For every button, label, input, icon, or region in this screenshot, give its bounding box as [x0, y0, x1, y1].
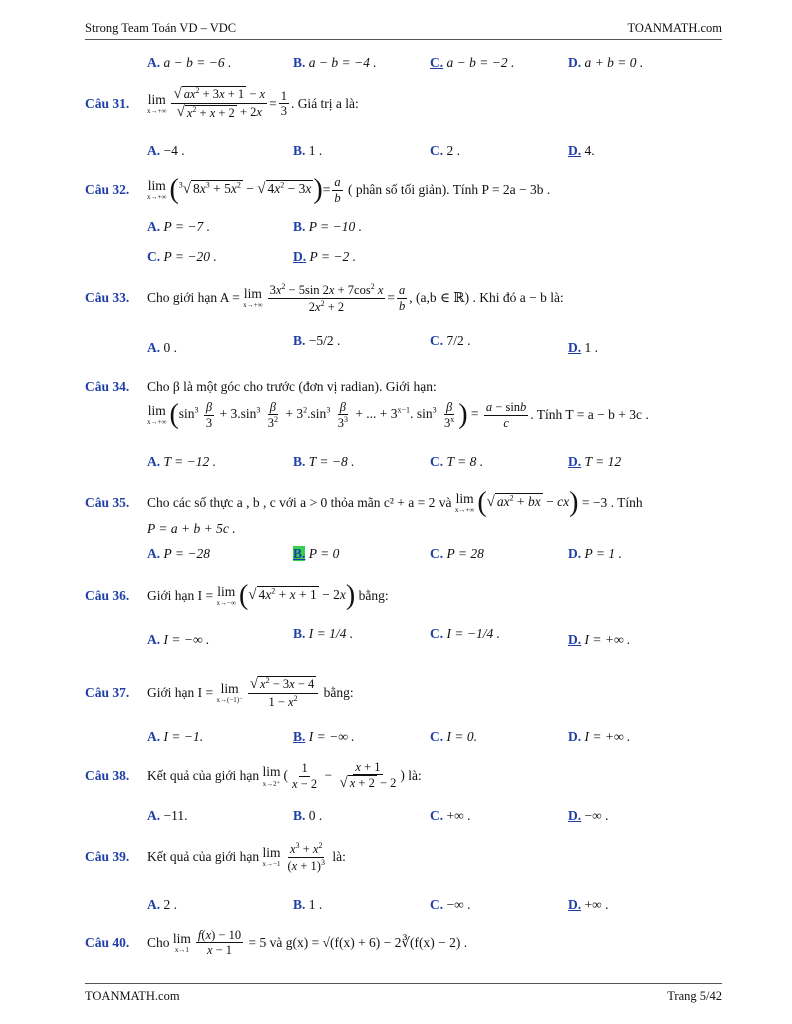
question-text: là: — [332, 849, 346, 865]
q32-option-c[interactable]: C. P = −20 . — [147, 249, 217, 264]
question-prefix: Cho giới hạn A = — [147, 290, 240, 306]
q31-option-c[interactable]: C. 2 . — [430, 143, 460, 158]
question-label: Câu 39. — [85, 849, 130, 865]
q34-option-b[interactable]: B. T = −8 . — [293, 454, 355, 469]
question-32: Câu 32. lim x→+∞ ($^3$√ $8x^3 + 5x^2$ − √ $4x^2 - 3x$) = $\frac{a}{b}$ ( phân số tối giản). Tính P = 2a − 3b . — [85, 174, 551, 205]
limit-symbol: lim x→+∞ — [147, 402, 167, 427]
question-31: Câu 31. lim x→+∞ $\frac{√ ax^2 + 3x + 1 - x}{√ x^2 + x + 2 + 2x}$ = $\frac{1}{3}$ . Giá trị a là: — [85, 86, 359, 121]
formula: $\frac{f(x) - 10}{x - 1}$ — [197, 928, 242, 958]
question-label: Câu 40. — [85, 934, 130, 950]
limit-symbol: lim x→1 — [172, 930, 191, 955]
q37-option-c[interactable]: C. I = 0. — [430, 729, 477, 744]
question-36 — [85, 580, 722, 612]
question-prefix: Cho — [147, 934, 170, 950]
q36-option-d[interactable]: D. I = +∞ . — [568, 632, 631, 647]
q37-option-b[interactable]: B. I = −∞ . — [293, 729, 355, 744]
header-right: TOANMATH.com — [627, 21, 722, 35]
q37-option-d[interactable]: D. I = +∞ . — [568, 729, 631, 744]
question-prefix: Giới hạn I = — [147, 684, 214, 700]
footer-page-number: Trang 5/42 — [667, 989, 722, 1003]
q35-option-c[interactable]: C. P = 28 — [430, 546, 484, 561]
q35-option-b[interactable]: B. P = 0 — [293, 546, 340, 561]
q31-option-a[interactable]: A. −4 . — [147, 143, 185, 158]
q35-options — [147, 546, 722, 568]
question-prefix: Kết quả của giới hạn — [147, 768, 260, 784]
header-left: Strong Team Toán VD – VDC — [85, 21, 237, 35]
q39-option-d[interactable]: D. +∞ . — [568, 897, 609, 912]
q38-option-c[interactable]: C. +∞ . — [430, 808, 471, 823]
limit-symbol: lim x→+∞ — [243, 285, 263, 310]
page-header — [85, 16, 722, 40]
question-33: Câu 33. Cho giới hạn A = lim x→+∞ $\frac{3x^2 - 5\sin 2x + 7\cos^2 x}{2x^2 + 2}$ = $\frac{a}{b}$ , (a,b ∈ ℝ) . Khi đó a − b là: — [85, 282, 564, 314]
q39-option-a[interactable]: A. 2 . — [147, 897, 177, 912]
question-label: Câu 31. — [85, 95, 130, 111]
q30-option-c[interactable]: C. a − b = −2 . — [430, 55, 515, 70]
limit-symbol: lim x→+∞ — [454, 490, 475, 515]
q32-options-row1 — [147, 219, 722, 241]
formula: ($^3$√ $8x^3 + 5x^2$ − √ $4x^2 - 3x$) — [169, 174, 323, 205]
question-prefix: Kết quả của giới hạn — [147, 849, 260, 865]
q38-option-a[interactable]: A. −11. — [147, 808, 188, 823]
question-line2: P = a + b + 5c . — [147, 521, 236, 536]
formula: ($\sin^3$ $\frac{\beta}{3}$ + $3.\sin^3$ $\frac{\beta}{3^2}$ + $3^2.\sin^3$ $\frac{\beta}{3^3}$ + ... + $3^{x-1}$. $\sin^3$ $\frac{\beta}{3^x}$ ) = $\frac{a - \sin b}{c}$ — [169, 399, 527, 431]
limit-symbol: lim x→2⁺ — [262, 764, 281, 788]
question-line1: Cho β là một góc cho trước (đơn vị radian). Giới hạn: — [147, 379, 437, 394]
question-39 — [85, 841, 722, 873]
question-text: bằng: — [358, 588, 389, 603]
question-label: Câu 33. — [85, 290, 130, 306]
formula: $\frac{3x^2 - 5\sin 2x + 7\cos^2 x}{2x^2 + 2}$ — [269, 282, 384, 314]
q33-option-d[interactable]: D. 1 . — [568, 340, 598, 355]
question-label: Câu 36. — [85, 588, 130, 603]
formula: (√ $ax^2$ + bx − cx) — [477, 487, 579, 518]
limit-symbol: lim x→(−1)⁻ — [216, 680, 243, 705]
formula: (√ $4x^2 + x + 1 - 2x$) — [238, 580, 356, 611]
question-label: Câu 35. — [85, 495, 130, 510]
question-label: Câu 38. — [85, 768, 130, 784]
question-37 — [85, 676, 722, 710]
q33-option-b[interactable]: B. −5/2 . — [293, 333, 341, 348]
question-38 — [85, 760, 722, 793]
q36-option-a[interactable]: A. I = −∞ . — [147, 632, 210, 647]
q36-option-c[interactable]: C. I = −1/4 . — [430, 626, 500, 641]
q33-options — [147, 333, 722, 355]
question-35 — [85, 487, 722, 537]
q31-option-d[interactable]: D. 4. — [568, 143, 595, 158]
limit-symbol: lim x→+∞ — [147, 91, 167, 116]
q30-option-a[interactable]: A. a − b = −6 . — [147, 55, 232, 70]
q38-option-d[interactable]: D. −∞ . — [568, 808, 609, 823]
q30-option-d[interactable]: D. a + b = 0 . — [568, 55, 644, 70]
q34-option-c[interactable]: C. T = 8 . — [430, 454, 484, 469]
q33-option-a[interactable]: A. 0 . — [147, 340, 177, 355]
formula: $\frac{√ x^2 - 3x - 4}{1 - x^2}$ — [248, 676, 318, 710]
q35-option-a[interactable]: A. P = −28 — [147, 546, 210, 561]
question-prefix: Giới hạn I = — [147, 588, 214, 603]
question-line1: Cho các số thực a , b , c với a > 0 thỏa mãn c² + a = 2 và — [147, 495, 452, 510]
q38-option-b[interactable]: B. 0 . — [293, 808, 323, 823]
page-footer — [85, 983, 722, 1004]
q34-option-d[interactable]: D. T = 12 — [568, 454, 622, 469]
limit-symbol: lim x→+∞ — [147, 177, 167, 202]
q37-option-a[interactable]: A. I = −1. — [147, 729, 204, 744]
q30-option-b[interactable]: B. a − b = −4 . — [293, 55, 377, 70]
q31-options — [147, 143, 722, 165]
question-text: ( phân số tối giản). Tính P = 2a − 3b . — [347, 182, 551, 197]
question-text: là: — [408, 768, 422, 784]
q34-options — [147, 454, 722, 476]
footer-left: TOANMATH.com — [85, 989, 180, 1003]
question-text: = 5 và g(x) = √(f(x) + 6) − 2∛(f(x) − 2) . — [248, 934, 468, 950]
q36-option-b[interactable]: B. I = 1/4 . — [293, 626, 354, 641]
formula: $\frac{√ ax^2 + 3x + 1 - x}{√ x^2 + x + 2 + 2x}$ — [173, 86, 266, 121]
question-text: . Tính T = a − b + 3c . — [530, 407, 649, 422]
question-34 — [85, 379, 722, 431]
question-text: . Giá trị a là: — [290, 95, 359, 111]
q39-option-b[interactable]: B. 1 . — [293, 897, 323, 912]
q30-options — [147, 55, 722, 77]
q32-option-a[interactable]: A. P = −7 . — [147, 219, 210, 234]
question-40 — [85, 928, 722, 958]
question-label: Câu 34. — [85, 379, 130, 394]
formula: ( $\frac{1}{x - 2}$ − $\frac{x + 1}{√ x + 2 - 2}$ ) — [283, 760, 405, 792]
question-line1-end: = −3 . Tính — [581, 495, 643, 510]
limit-symbol: lim x→−1 — [262, 844, 281, 869]
q39-option-c[interactable]: C. −∞ . — [430, 897, 471, 912]
q35-option-d[interactable]: D. P = 1 . — [568, 546, 622, 561]
q32-option-b[interactable]: B. P = −10 . — [293, 219, 362, 234]
q36-options — [147, 626, 722, 648]
question-text: , (a,b ∈ ℝ) . Khi đó a − b là: — [409, 290, 564, 306]
question-text: bằng: — [323, 684, 354, 700]
formula: $\frac{x^3 + x^2}{(x + 1)^3}$ — [287, 841, 325, 873]
q38-options — [147, 808, 722, 830]
q37-options — [147, 729, 722, 751]
q32-option-d[interactable]: D. P = −2 . — [293, 249, 356, 264]
question-label: Câu 37. — [85, 684, 130, 700]
q31-option-b[interactable]: B. 1 . — [293, 143, 323, 158]
q33-option-c[interactable]: C. 7/2 . — [430, 333, 471, 348]
q32-options-row2 — [147, 249, 722, 271]
limit-symbol: lim x→−∞ — [216, 583, 236, 608]
question-label: Câu 32. — [85, 182, 130, 197]
q34-option-a[interactable]: A. T = −12 . — [147, 454, 216, 469]
q39-options — [147, 897, 722, 919]
